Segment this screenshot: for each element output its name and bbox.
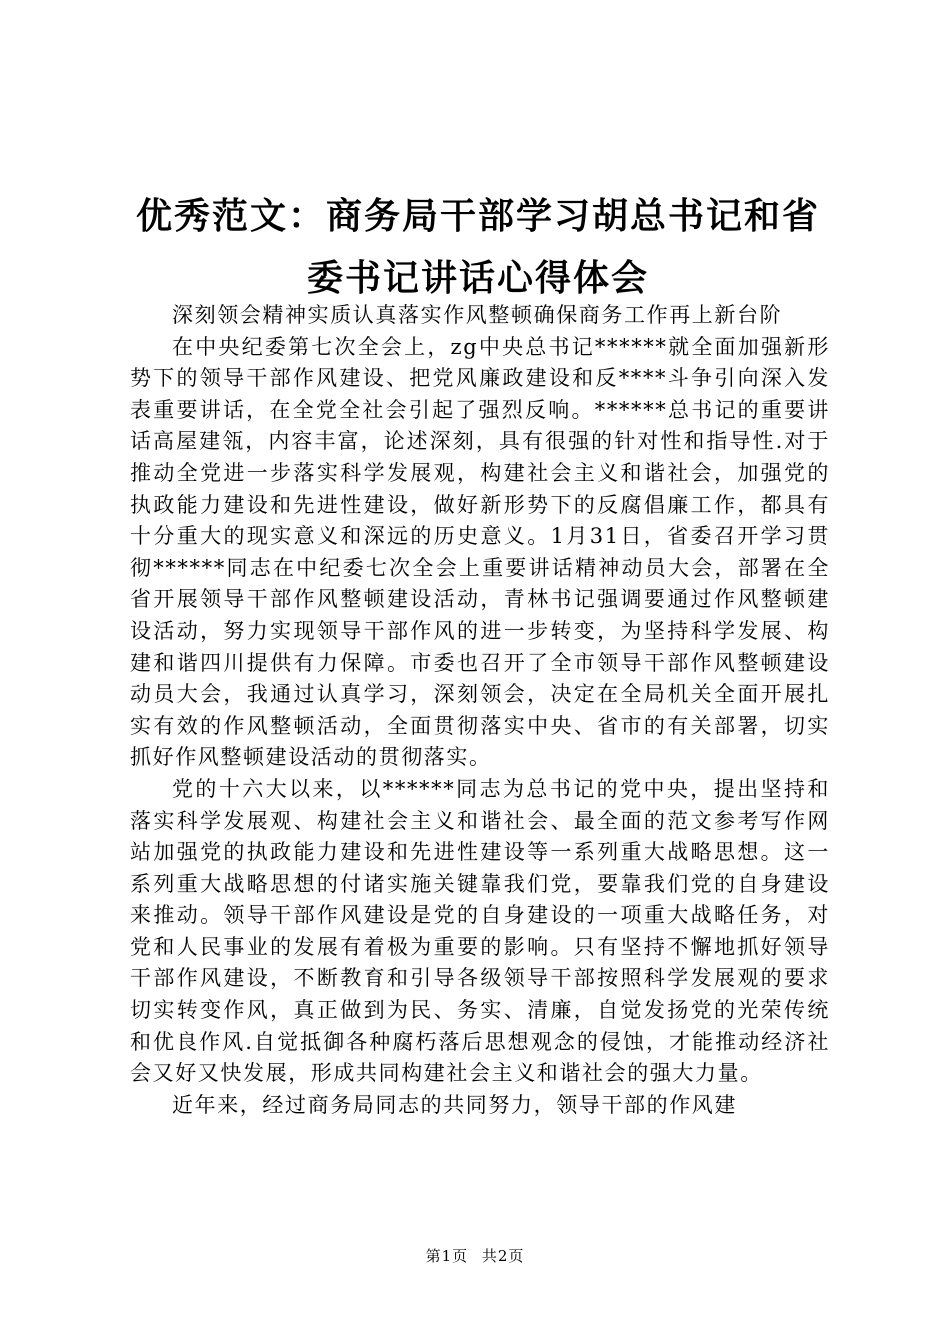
paragraph: 近年来，经过商务局同志的共同努力，领导干部的作风建 — [172, 1092, 737, 1117]
document-body — [130, 300, 830, 1121]
page-number: 第1页 — [425, 1247, 469, 1265]
paragraph: 在中央纪委第七次全会上，zg中央总书记******就全面加强新形势下的领导干部作风建设、把党风廉政建设和反****斗争引向深入发表重要讲话，在全党全社会引起了强烈反响。******总书记的重要讲话高屋建瓴，内容丰富，论述深刻，具有很强的针对性和指导性.对于推动全党进一步落实科学发展观，构建社会主义和谐社会，加强党的执政能力建设和先进性建设，做好新形势下的反腐倡廉工作，都具有十分重大的现实意义和深远的历史意义。1月31日，省委召开学习贯彻******同志在中纪委七次全会上重要讲话精神动员大会，部署在全省开展领导干部作风整顿建设活动，青林书记强调要通过作风整顿建设活动，努力实现领导干部作风的进一步转变，为坚持科学发展、构建和谐四川提供有力保障。市委也召开了全市领导干部作风整顿建设动员大会，我通过认真学习，深刻领会，决定在全局机关全面开展扎实有效的作风整顿活动，全面贯彻落实中央、省市的有关部署，切实抓好作风整顿建设活动的贯彻落实。 — [130, 334, 830, 770]
document-title: 优秀范文：商务局干部学习胡总书记和省委书记讲话心得体会 — [135, 196, 820, 299]
page-total: 共2页 — [481, 1247, 525, 1265]
paragraph-subtitle: 深刻领会精神实质认真落实作风整顿确保商务工作再上新台阶 — [172, 303, 783, 327]
paragraph: 党的十六大以来，以******同志为总书记的党中央，提出坚持和落实科学发展观、构建社会主义和谐社会、最全面的范文参考写作网站加强党的执政能力建设和先进性建设等一系列重大战略思想。这一系列重大战略思想的付诸实施关键靠我们党，要靠我们党的自身建设来推动。领导干部作风建设是党的自身建设的一项重大战略任务，对党和人民事业的发展有着极为重要的影响。只有坚持不懈地抓好领导干部作风建设，不断教育和引导各级领导干部按照科学发展观的要求切实转变作风，真正做到为民、务实、清廉，自觉发扬党的光荣传统和优良作风.自觉抵御各种腐朽落后思想观念的侵蚀，才能推动经济社会又好又快发展，形成共同构建社会主义和谐社会的强大力量。 — [130, 776, 830, 1086]
page-footer — [0, 1245, 950, 1266]
